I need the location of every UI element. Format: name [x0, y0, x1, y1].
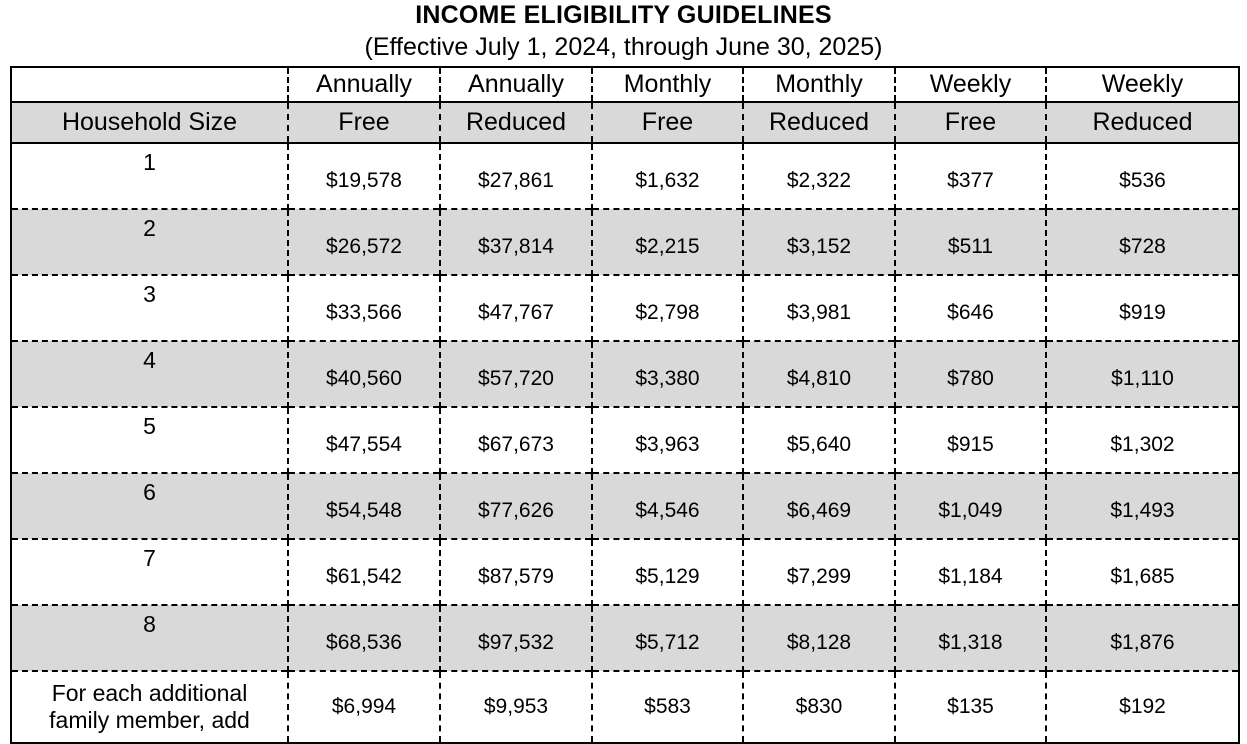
table-cell: $26,572 — [288, 209, 440, 275]
table-row — [11, 407, 1239, 473]
table-cell: $33,566 — [288, 275, 440, 341]
household-size-cell: 6 — [11, 473, 288, 539]
table-cell: $54,548 — [288, 473, 440, 539]
header-cell: Reduced — [440, 102, 592, 143]
household-size-cell: 1 — [11, 143, 288, 209]
table-cell: $780 — [895, 341, 1046, 407]
table-cell: $19,578 — [288, 143, 440, 209]
table-cell: $77,626 — [440, 473, 592, 539]
table-cell: $5,640 — [743, 407, 895, 473]
household-size-cell: 5 — [11, 407, 288, 473]
table-cell: $37,814 — [440, 209, 592, 275]
table-cell: $830 — [743, 671, 895, 743]
table-cell: $40,560 — [288, 341, 440, 407]
table-cell: $1,493 — [1046, 473, 1239, 539]
table-cell: $6,994 — [288, 671, 440, 743]
table-cell: $1,184 — [895, 539, 1046, 605]
page-title: INCOME ELIGIBILITY GUIDELINES — [415, 1, 832, 29]
table-cell: $192 — [1046, 671, 1239, 743]
table-cell: $9,953 — [440, 671, 592, 743]
table-cell: $1,632 — [592, 143, 743, 209]
header-row-period — [11, 67, 1239, 102]
header-cell: Free — [592, 102, 743, 143]
table-cell: $1,110 — [1046, 341, 1239, 407]
header-cell: Monthly — [743, 67, 895, 102]
page-subtitle: (Effective July 1, 2024, through June 30, 2025) — [364, 33, 883, 61]
household-size-cell: 7 — [11, 539, 288, 605]
header-cell: Reduced — [1046, 102, 1239, 143]
household-size-cell: 8 — [11, 605, 288, 671]
income-guidelines-table — [10, 66, 1240, 744]
table-row — [11, 605, 1239, 671]
table-cell: $1,876 — [1046, 605, 1239, 671]
table-cell: $135 — [895, 671, 1046, 743]
table-cell: $3,152 — [743, 209, 895, 275]
header-cell: Annually — [440, 67, 592, 102]
table-cell: $5,712 — [592, 605, 743, 671]
table-cell: $919 — [1046, 275, 1239, 341]
table-cell: $536 — [1046, 143, 1239, 209]
table-cell: $7,299 — [743, 539, 895, 605]
header-cell — [11, 67, 288, 102]
table-cell: $87,579 — [440, 539, 592, 605]
table-row — [11, 539, 1239, 605]
table-cell: $5,129 — [592, 539, 743, 605]
table-cell: $915 — [895, 407, 1046, 473]
table-cell: $2,322 — [743, 143, 895, 209]
header-cell: Monthly — [592, 67, 743, 102]
table-cell: $8,128 — [743, 605, 895, 671]
additional-label-line: family member, add — [49, 707, 250, 733]
table-cell: $47,767 — [440, 275, 592, 341]
table-cell: $511 — [895, 209, 1046, 275]
header-cell: Free — [288, 102, 440, 143]
table-cell: $3,963 — [592, 407, 743, 473]
table-cell: $47,554 — [288, 407, 440, 473]
additional-member-row — [11, 671, 1239, 743]
table-cell: $97,532 — [440, 605, 592, 671]
table-cell: $2,215 — [592, 209, 743, 275]
table-cell: $4,546 — [592, 473, 743, 539]
table-cell: $61,542 — [288, 539, 440, 605]
table-row — [11, 275, 1239, 341]
header-cell: Household Size — [11, 102, 288, 143]
table-cell: $583 — [592, 671, 743, 743]
table-cell: $1,049 — [895, 473, 1046, 539]
table-cell: $6,469 — [743, 473, 895, 539]
additional-label-line: For each additional — [51, 680, 248, 706]
household-size-cell: 2 — [11, 209, 288, 275]
table-row — [11, 473, 1239, 539]
table-row — [11, 341, 1239, 407]
household-size-cell: 4 — [11, 341, 288, 407]
header-cell: Weekly — [1046, 67, 1239, 102]
table-cell: $3,380 — [592, 341, 743, 407]
table-cell: $1,685 — [1046, 539, 1239, 605]
table-cell: $27,861 — [440, 143, 592, 209]
table-row — [11, 143, 1239, 209]
table-cell: $3,981 — [743, 275, 895, 341]
table-cell: $646 — [895, 275, 1046, 341]
table-cell: $4,810 — [743, 341, 895, 407]
table-cell: $1,318 — [895, 605, 1046, 671]
table-cell: $57,720 — [440, 341, 592, 407]
table-cell: $2,798 — [592, 275, 743, 341]
household-size-cell: 3 — [11, 275, 288, 341]
table-cell: $68,536 — [288, 605, 440, 671]
header-row-type — [11, 102, 1239, 143]
table-cell: $377 — [895, 143, 1046, 209]
header-cell: Free — [895, 102, 1046, 143]
header-cell: Weekly — [895, 67, 1046, 102]
table-cell: $728 — [1046, 209, 1239, 275]
additional-member-label — [11, 671, 288, 743]
table-row — [11, 209, 1239, 275]
header-cell: Reduced — [743, 102, 895, 143]
table-cell: $67,673 — [440, 407, 592, 473]
header-cell: Annually — [288, 67, 440, 102]
table-cell: $1,302 — [1046, 407, 1239, 473]
